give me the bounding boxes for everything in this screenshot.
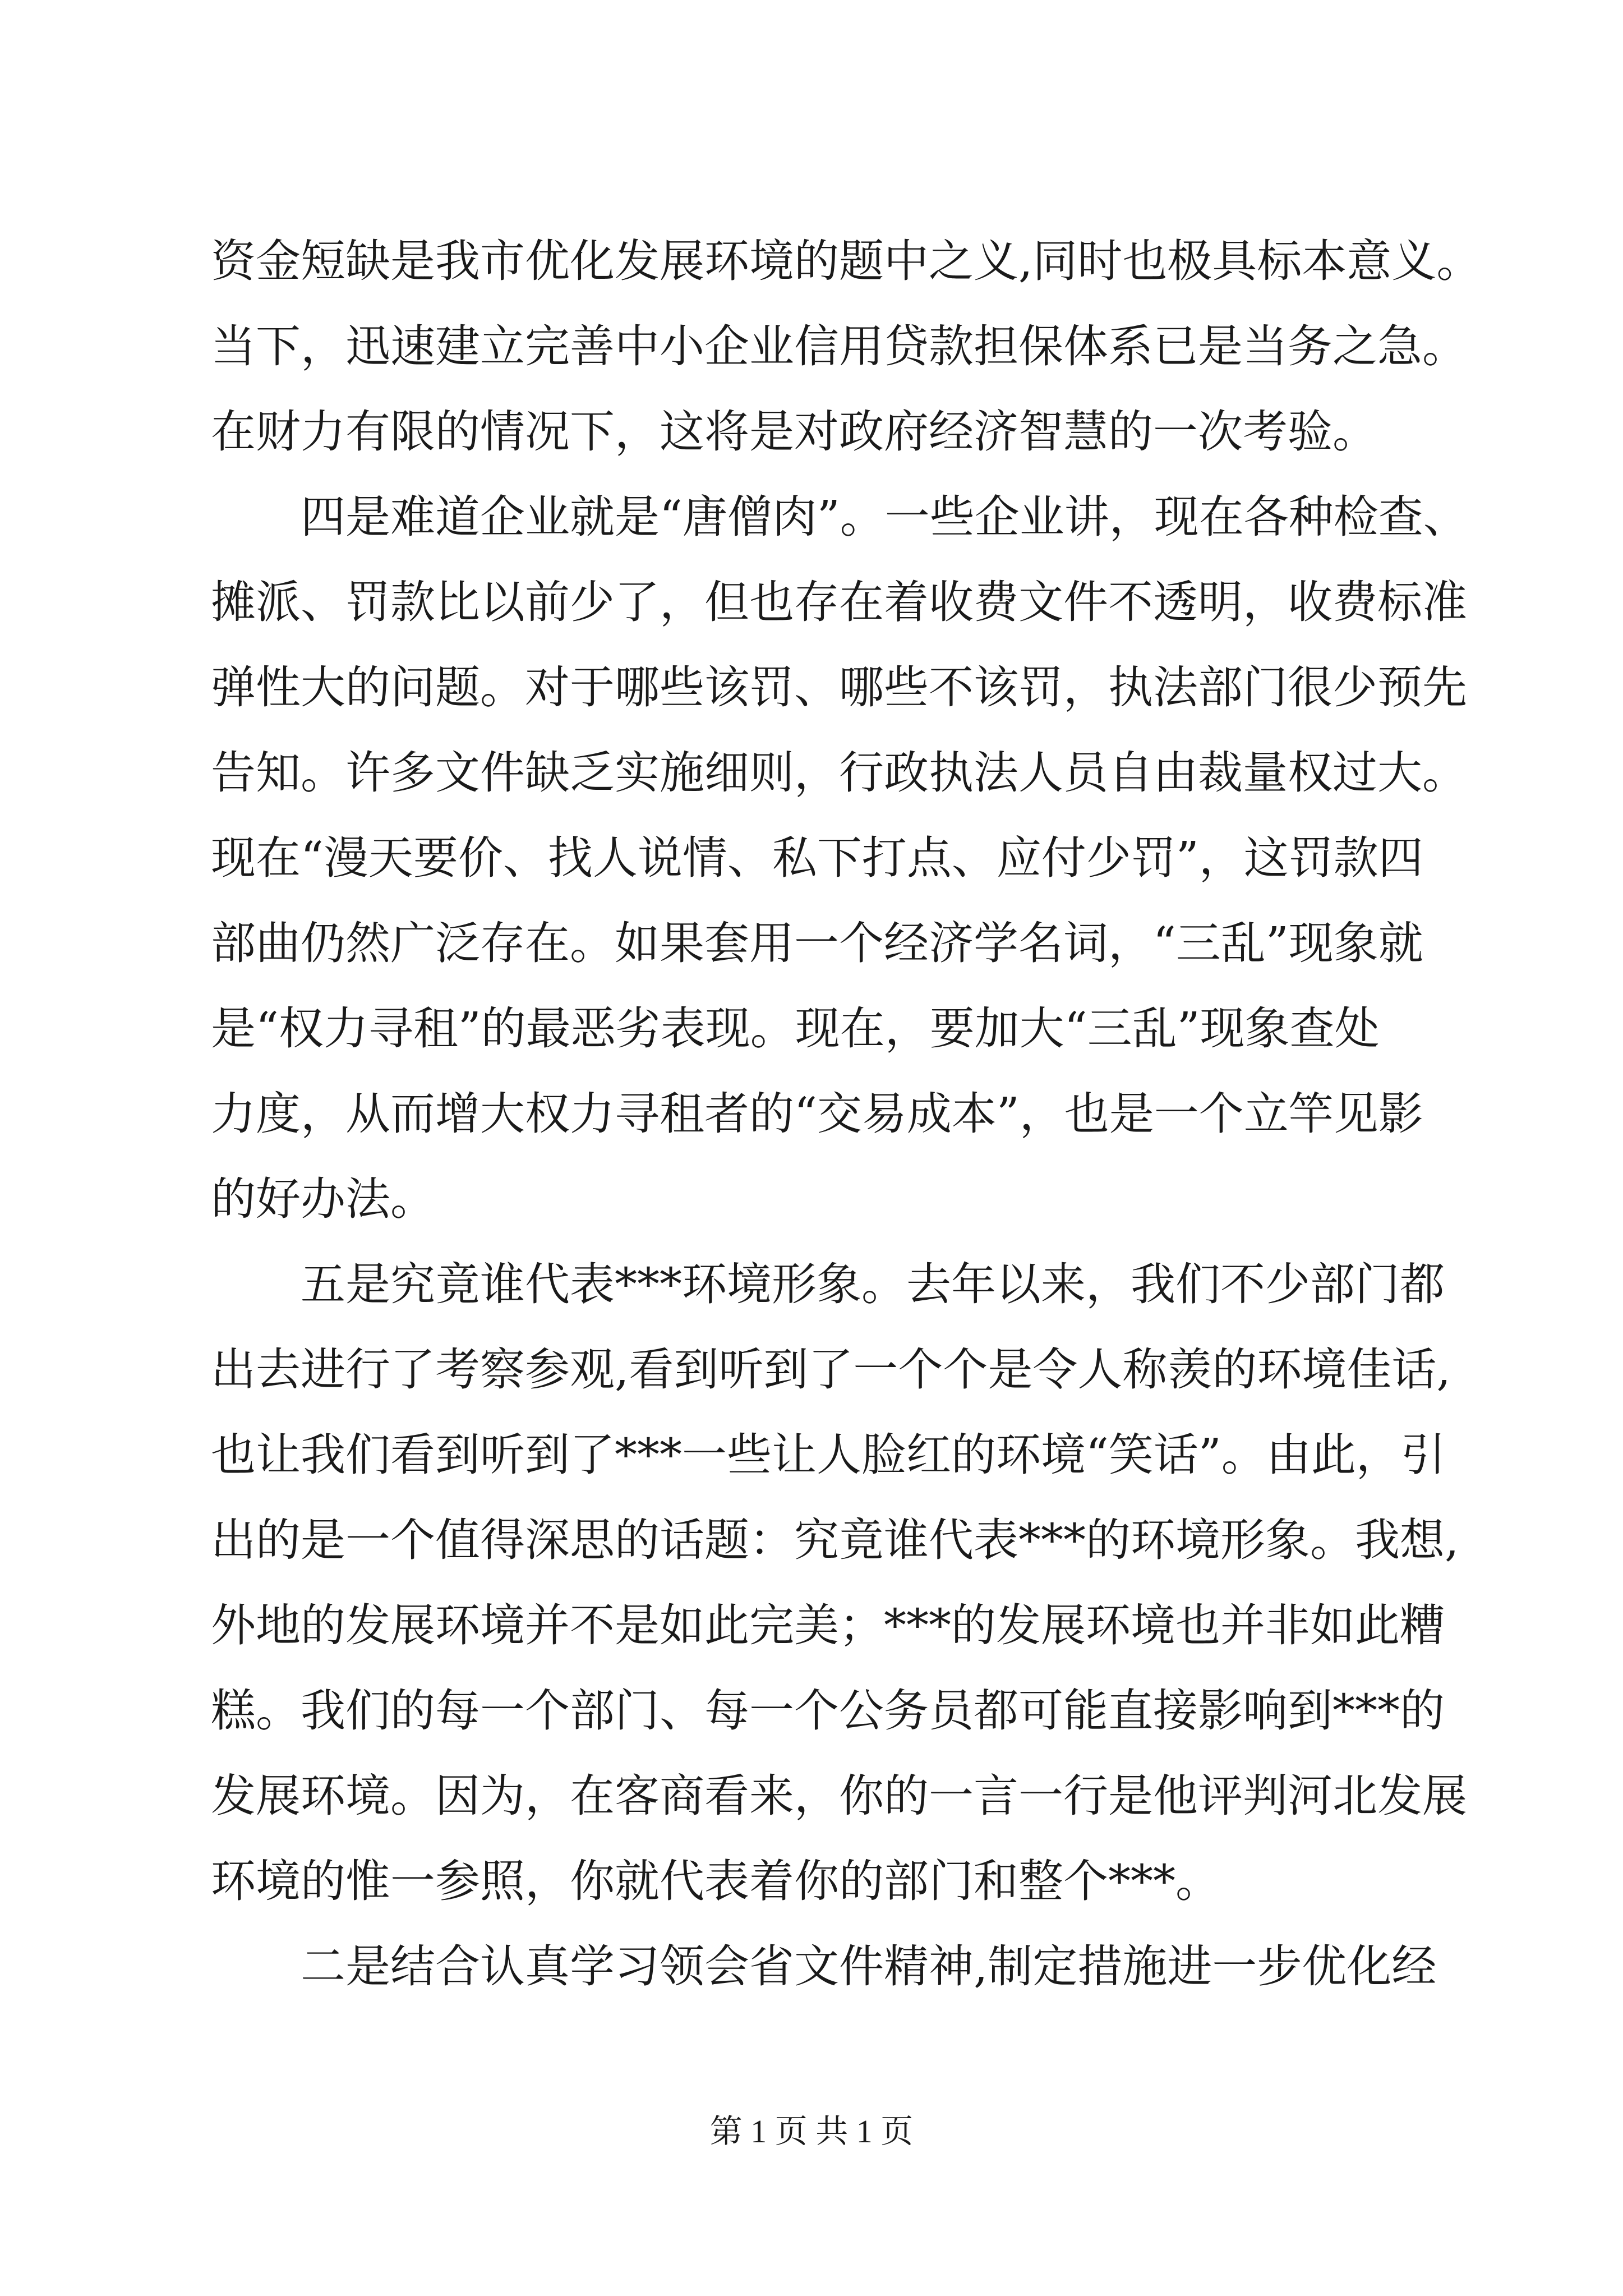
text-line: 在财力有限的情况下，这将是对政府经济智慧的一次考验。 xyxy=(211,406,1377,458)
text-line: 现在“漫天要价、找人说情、私下打点、应付少罚”，这罚款四 xyxy=(211,832,1423,884)
text-line: 的好办法。 xyxy=(211,1173,435,1225)
text-line: 力度，从而增大权力寻租者的“交易成本”，也是一个立竿见影 xyxy=(211,1088,1423,1140)
text-line: 部曲仍然广泛存在。如果套用一个经济学名词，“三乱”现象就 xyxy=(211,917,1423,969)
text-line: 资金短缺是我市优化发展环境的题中之义,同时也极具标本意义。 xyxy=(211,235,1482,287)
text-line: 告知。许多文件缺乏实施细则，行政执法人员自由裁量权过大。 xyxy=(211,747,1467,799)
text-line: 弹性大的问题。对于哪些该罚、哪些不该罚，执法部门很少预先 xyxy=(211,661,1467,714)
page-number-footer: 第 1 页 共 1 页 xyxy=(709,2113,914,2150)
text-line: 出的是一个值得深思的话题：究竟谁代表***的环境形象。我想, xyxy=(211,1514,1459,1566)
paragraph-start-line: 二是结合认真学习领会省文件精神,制定措施进一步优化经 xyxy=(301,1940,1437,1993)
text-line: 糕。我们的每一个部门、每一个公务员都可能直接影响到***的 xyxy=(211,1685,1445,1737)
text-line: 当下，迅速建立完善中小企业信用贷款担保体系已是当务之急。 xyxy=(211,320,1467,372)
text-line: 发展环境。因为，在客商看来，你的一言一行是他评判河北发展 xyxy=(211,1770,1467,1822)
text-line: 摊派、罚款比以前少了，但也存在着收费文件不透明，收费标准 xyxy=(211,576,1467,628)
text-line: 是“权力寻租”的最恶劣表现。现在，要加大“三乱”现象查处 xyxy=(211,1002,1380,1055)
text-line: 环境的惟一参照，你就代表着你的部门和整个***。 xyxy=(211,1855,1220,1907)
text-line: 也让我们看到听到了***一些让人脸红的环境“笑话”。由此，引 xyxy=(211,1429,1446,1481)
paragraph-start-line: 五是究竟谁代表***环境形象。去年以来，我们不少部门都 xyxy=(301,1258,1445,1310)
paragraph-start-line: 四是难道企业就是“唐僧肉”。一些企业讲，现在各种检查、 xyxy=(301,491,1468,543)
text-line: 出去进行了考察参观,看到听到了一个个是令人称羡的环境佳话, xyxy=(211,1343,1451,1396)
text-line: 外地的发展环境并不是如此完美；***的发展环境也并非如此糟 xyxy=(211,1599,1445,1651)
